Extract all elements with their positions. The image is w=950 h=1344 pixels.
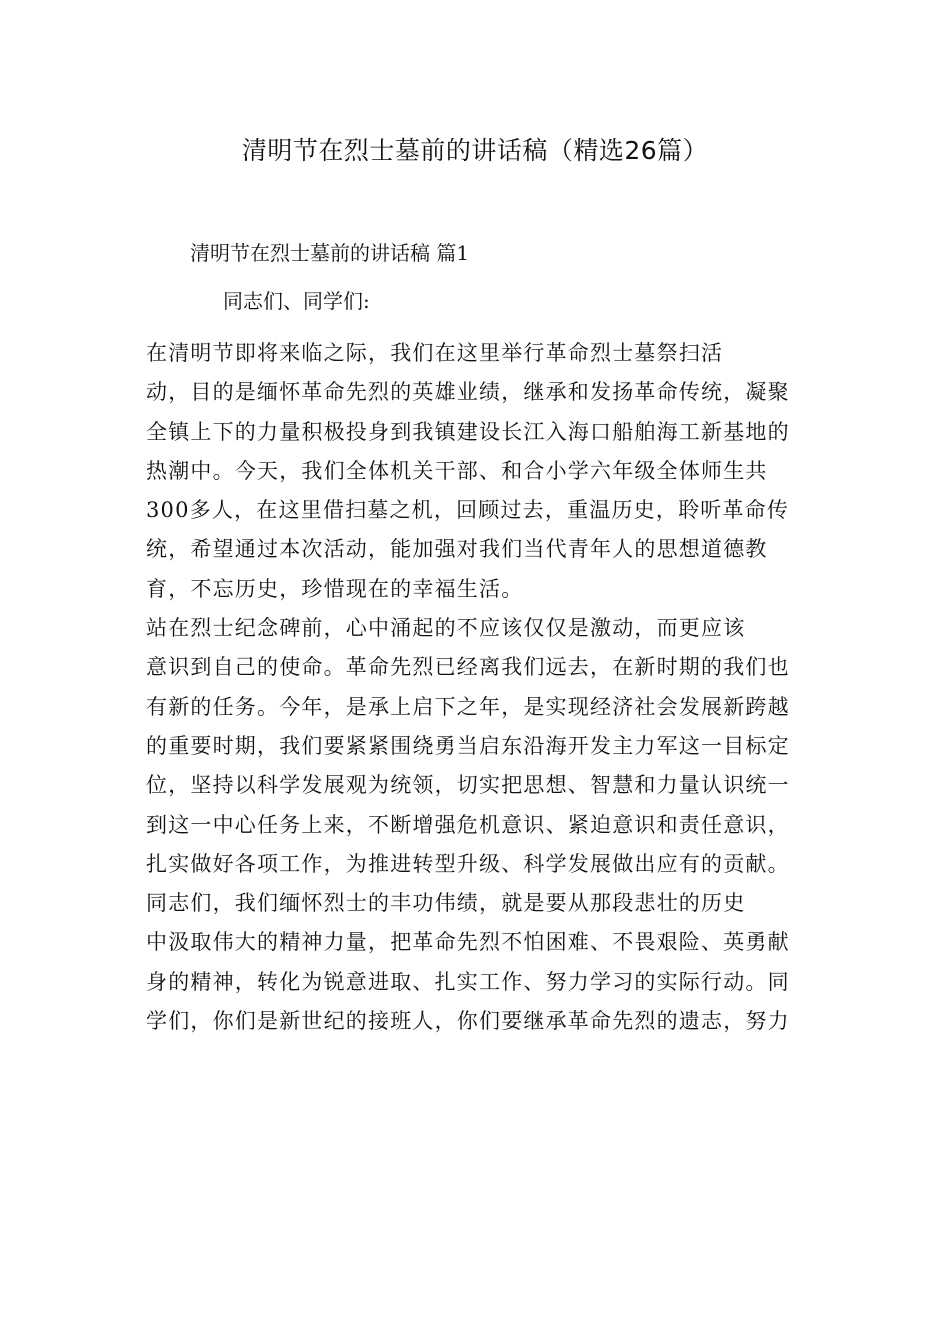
paragraph-1: 在清明节即将来临之际，我们在这里举行革命烈士墓祭扫活 动，目的是缅怀革命先烈的英雄业绩，继承和发扬革命传统，凝聚 全镇上下的力量积极投身到我镇建设长江入海口船舶海工新基地的 热潮中。今天，我们全体机关干部、和合小学六年级全体师生共 300多人，在这里借扫墓之机，回顾过去，重温历史，聆听革命传 统，希望通过本次活动，能加强对我们当代青年人的思想道德教 育，不忘历史，珍惜现在的幸福生活。 bbox=[146, 341, 790, 601]
paragraph-3: 同志们，我们缅怀烈士的丰功伟绩，就是要从那段悲壮的历史 中汲取伟大的精神力量，把革命先烈不怕困难、不畏艰险、英勇献 身的精神，转化为锐意进取、扎实工作、努力学习的实际行动。同 学们，你们是新世纪的接班人，你们要继承革命先烈的遗志，努力 bbox=[146, 891, 790, 1034]
document-title: 清明节在烈士墓前的讲话稿（精选26篇） bbox=[241, 136, 709, 165]
body-text bbox=[146, 334, 808, 1041]
salutation: 同志们、同学们: bbox=[223, 289, 370, 313]
section-heading: 清明节在烈士墓前的讲话稿 篇1 bbox=[190, 241, 470, 265]
paragraph-2: 站在烈士纪念碑前，心中涌起的不应该仅仅是激动，而更应该 意识到自己的使命。革命先烈已经离我们远去，在新时期的我们也 有新的任务。今年，是承上启下之年，是实现经济社会发展新跨越 的重要时期，我们要紧紧围绕勇当启东沿海开发主力军这一目标定 位，坚持以科学发展观为统领，切实把思想、智慧和力量认识统一 到这一中心任务上来，不断增强危机意识、紧迫意识和责任意识， 扎实做好各项工作，为推进转型升级、科学发展做出应有的贡献。 bbox=[146, 616, 790, 876]
